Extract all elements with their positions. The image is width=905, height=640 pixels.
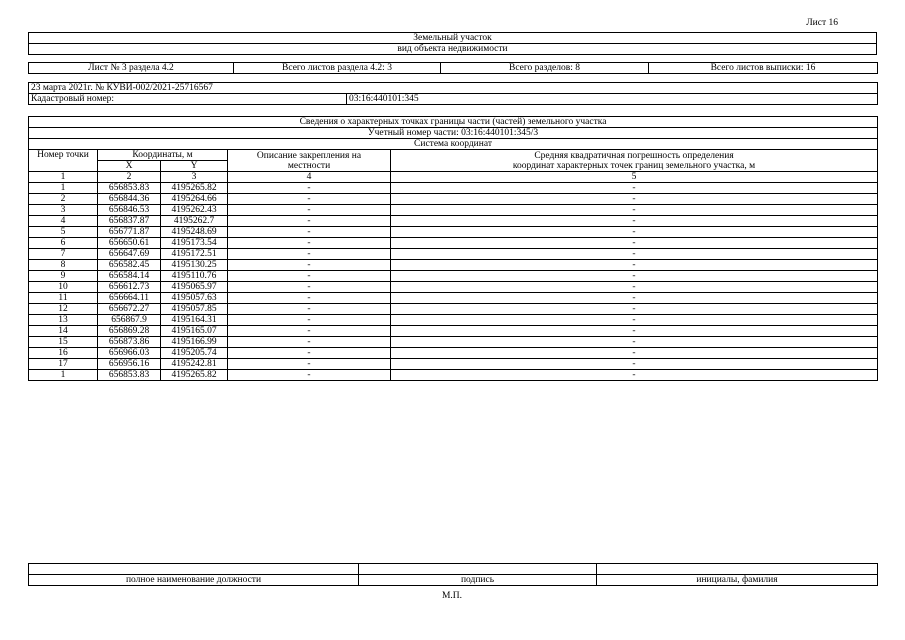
table-row xyxy=(29,370,878,381)
description-cell: - xyxy=(228,249,391,260)
table-row xyxy=(29,359,878,370)
description-cell: - xyxy=(228,271,391,282)
table-row xyxy=(29,304,878,315)
y-coordinate-cell: 4195165.07 xyxy=(161,326,228,337)
x-coordinate-cell: 656844.36 xyxy=(98,194,161,205)
table-row xyxy=(29,249,878,260)
y-coordinate-cell: 4195265.82 xyxy=(161,183,228,194)
y-coordinate-cell: 4195264.66 xyxy=(161,194,228,205)
y-coordinate-cell: 4195248.69 xyxy=(161,227,228,238)
description-cell: - xyxy=(228,194,391,205)
total-sheets-section: Всего листов раздела 4.2: 3 xyxy=(234,63,441,74)
error-cell: - xyxy=(391,293,878,304)
x-coordinate-cell: 656664.11 xyxy=(98,293,161,304)
point-number-cell: 17 xyxy=(29,359,98,370)
table-title: Сведения о характерных точках границы части (частей) земельного участка xyxy=(29,117,878,128)
point-number-cell: 8 xyxy=(29,260,98,271)
error-cell: - xyxy=(391,194,878,205)
description-cell: - xyxy=(228,216,391,227)
x-coordinate-cell: 656582.45 xyxy=(98,260,161,271)
coordinate-system: Система координат xyxy=(29,139,878,150)
part-number: Учетный номер части: 03:16:440101:345/3 xyxy=(29,128,878,139)
x-coordinate-cell: 656966.03 xyxy=(98,348,161,359)
description-cell: - xyxy=(228,326,391,337)
name-label: инициалы, фамилия xyxy=(597,575,878,586)
position-field xyxy=(29,564,359,575)
error-cell: - xyxy=(391,260,878,271)
point-number-cell: 7 xyxy=(29,249,98,260)
point-number-cell: 15 xyxy=(29,337,98,348)
table-row xyxy=(29,348,878,359)
error-cell: - xyxy=(391,183,878,194)
description-cell: - xyxy=(228,348,391,359)
point-number-cell: 2 xyxy=(29,194,98,205)
column-number-3: 3 xyxy=(161,172,228,183)
error-cell: - xyxy=(391,238,878,249)
point-number-cell: 11 xyxy=(29,293,98,304)
cadastral-number-value: 03:16:440101:345 xyxy=(347,94,878,105)
total-sheets-extract: Всего листов выписки: 16 xyxy=(649,63,878,74)
sheet-of-section: Лист № 3 раздела 4.2 xyxy=(29,63,234,74)
description-cell: - xyxy=(228,205,391,216)
y-coordinate-cell: 4195110.76 xyxy=(161,271,228,282)
description-cell: - xyxy=(228,337,391,348)
x-coordinate-cell: 656837.87 xyxy=(98,216,161,227)
error-cell: - xyxy=(391,249,878,260)
table-row xyxy=(29,260,878,271)
total-sections: Всего разделов: 8 xyxy=(441,63,649,74)
x-coordinate-cell: 656771.87 xyxy=(98,227,161,238)
y-coordinate-cell: 4195262.43 xyxy=(161,205,228,216)
point-number-cell: 14 xyxy=(29,326,98,337)
error-cell: - xyxy=(391,326,878,337)
x-coordinate-cell: 656873.86 xyxy=(98,337,161,348)
x-coordinate-cell: 656869.28 xyxy=(98,326,161,337)
x-coordinate-cell: 656612.73 xyxy=(98,282,161,293)
error-cell: - xyxy=(391,216,878,227)
table-row xyxy=(29,238,878,249)
header-error-line-1: Средняя квадратичная погрешность определения xyxy=(534,150,734,161)
point-number-cell: 13 xyxy=(29,315,98,326)
x-coordinate-cell: 656956.16 xyxy=(98,359,161,370)
x-coordinate-cell: 656650.61 xyxy=(98,238,161,249)
y-coordinate-cell: 4195166.99 xyxy=(161,337,228,348)
description-cell: - xyxy=(228,260,391,271)
signature-field xyxy=(359,564,597,575)
point-number-cell: 5 xyxy=(29,227,98,238)
header-point-number: Номер точки xyxy=(29,150,98,172)
y-coordinate-cell: 4195130.25 xyxy=(161,260,228,271)
signature-label: подпись xyxy=(359,575,597,586)
position-label: полное наименование должности xyxy=(29,575,359,586)
x-coordinate-cell: 656672.27 xyxy=(98,304,161,315)
y-coordinate-cell: 4195262.7 xyxy=(161,216,228,227)
error-cell: - xyxy=(391,370,878,381)
x-coordinate-cell: 656853.83 xyxy=(98,370,161,381)
error-cell: - xyxy=(391,315,878,326)
table-row xyxy=(29,194,878,205)
y-coordinate-cell: 4195164.31 xyxy=(161,315,228,326)
name-field xyxy=(597,564,878,575)
column-number-2: 2 xyxy=(98,172,161,183)
signature-block xyxy=(28,563,878,586)
y-coordinate-cell: 4195057.85 xyxy=(161,304,228,315)
x-coordinate-cell: 656867.9 xyxy=(98,315,161,326)
header-description-line-2: местности xyxy=(287,160,331,171)
sheet-number: Лист 16 xyxy=(806,18,838,28)
point-number-cell: 6 xyxy=(29,238,98,249)
table-row xyxy=(29,282,878,293)
x-coordinate-cell: 656647.69 xyxy=(98,249,161,260)
point-number-cell: 1 xyxy=(29,183,98,194)
column-number-4: 4 xyxy=(228,172,391,183)
table-row xyxy=(29,293,878,304)
object-title: Земельный участок xyxy=(29,33,877,44)
y-coordinate-cell: 4195242.81 xyxy=(161,359,228,370)
error-cell: - xyxy=(391,359,878,370)
table-row xyxy=(29,326,878,337)
stamp-label: М.П. xyxy=(441,591,463,601)
sheet-info-row xyxy=(28,62,878,74)
column-number-1: 1 xyxy=(29,172,98,183)
x-coordinate-cell: 656846.53 xyxy=(98,205,161,216)
point-number-cell: 4 xyxy=(29,216,98,227)
header-description-line-1: Описание закрепления на xyxy=(256,150,362,161)
table-row xyxy=(29,271,878,282)
y-coordinate-cell: 4195065.97 xyxy=(161,282,228,293)
point-number-cell: 1 xyxy=(29,370,98,381)
point-number-cell: 12 xyxy=(29,304,98,315)
y-coordinate-cell: 4195265.82 xyxy=(161,370,228,381)
header-coordinates: Координаты, м xyxy=(98,150,228,161)
error-cell: - xyxy=(391,227,878,238)
description-cell: - xyxy=(228,282,391,293)
error-cell: - xyxy=(391,304,878,315)
y-coordinate-cell: 4195173.54 xyxy=(161,238,228,249)
header-y: Y xyxy=(161,161,228,172)
header-error xyxy=(391,150,878,172)
document-date-number: 23 марта 2021г. № КУВИ-002/2021-25716567 xyxy=(29,83,878,94)
description-cell: - xyxy=(228,359,391,370)
description-cell: - xyxy=(228,183,391,194)
object-type-header xyxy=(28,32,877,55)
y-coordinate-cell: 4195057.63 xyxy=(161,293,228,304)
description-cell: - xyxy=(228,370,391,381)
header-error-line-2: координат характерных точек границ земельного участка, м xyxy=(512,160,756,171)
table-row xyxy=(29,216,878,227)
error-cell: - xyxy=(391,205,878,216)
table-row xyxy=(29,337,878,348)
table-row xyxy=(29,205,878,216)
header-description xyxy=(228,150,391,172)
table-row xyxy=(29,183,878,194)
document-info xyxy=(28,82,878,105)
description-cell: - xyxy=(228,238,391,249)
description-cell: - xyxy=(228,227,391,238)
point-number-cell: 10 xyxy=(29,282,98,293)
error-cell: - xyxy=(391,282,878,293)
object-subtitle: вид объекта недвижимости xyxy=(29,44,877,55)
x-coordinate-cell: 656584.14 xyxy=(98,271,161,282)
error-cell: - xyxy=(391,337,878,348)
description-cell: - xyxy=(228,304,391,315)
x-coordinate-cell: 656853.83 xyxy=(98,183,161,194)
y-coordinate-cell: 4195205.74 xyxy=(161,348,228,359)
cadastral-number-label: Кадастровый номер: xyxy=(29,94,347,105)
point-number-cell: 3 xyxy=(29,205,98,216)
header-x: X xyxy=(98,161,161,172)
description-cell: - xyxy=(228,315,391,326)
column-number-5: 5 xyxy=(391,172,878,183)
error-cell: - xyxy=(391,348,878,359)
table-row xyxy=(29,227,878,238)
point-number-cell: 16 xyxy=(29,348,98,359)
error-cell: - xyxy=(391,271,878,282)
point-number-cell: 9 xyxy=(29,271,98,282)
boundary-points-table xyxy=(28,116,878,381)
table-row xyxy=(29,315,878,326)
y-coordinate-cell: 4195172.51 xyxy=(161,249,228,260)
description-cell: - xyxy=(228,293,391,304)
